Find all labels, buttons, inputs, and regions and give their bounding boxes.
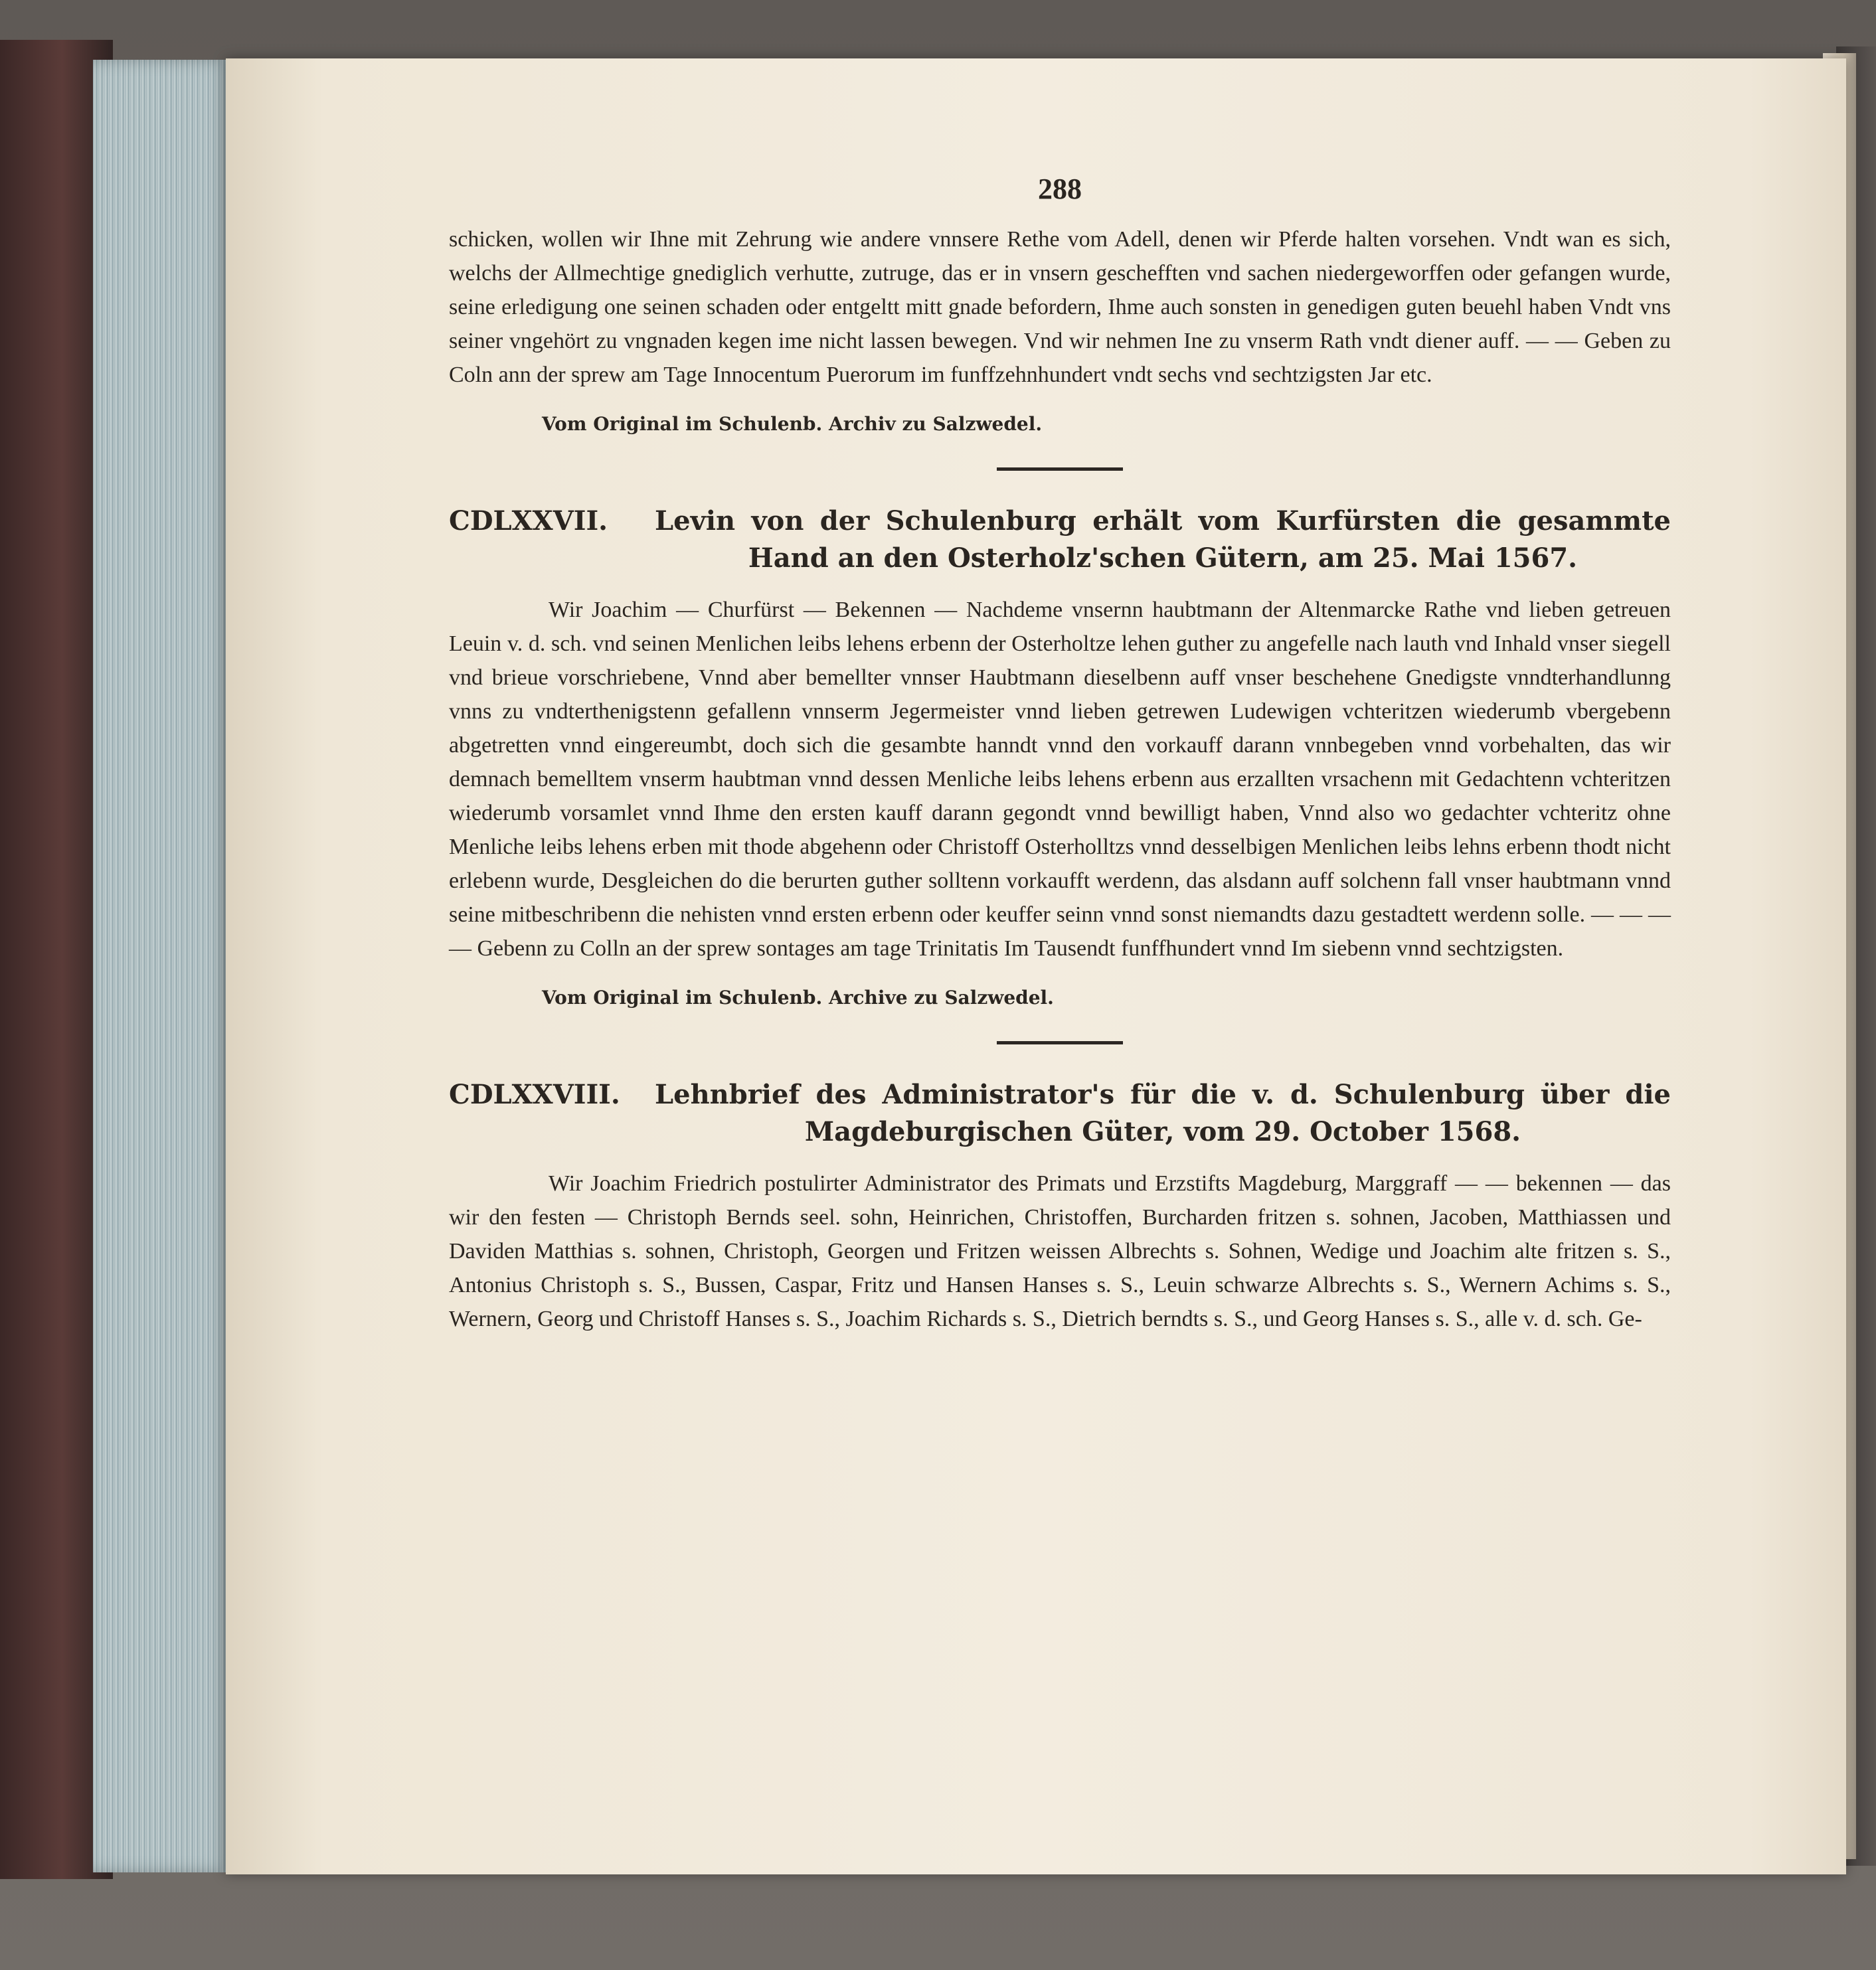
section-separator <box>997 1041 1123 1044</box>
section-heading <box>449 1076 1671 1151</box>
section-cdlxxviii <box>449 1076 1671 1336</box>
section-number: CDLXXVII. <box>449 505 608 536</box>
paragraph: Wir Joachim Friedrich postulirter Administrator des Primats und Erzstifts Magdeburg, Marggraff — — bekennen — das wir den festen — Christoph Bernds seel. sohn, Heinrichen, Christoffen, Burcharden fritzen s. sohnen, Jacoben, Matthiassen und Daviden Matthias s. sohnen, Christoph, Georgen und Fritzen weissen Albrechts s. Sohnen, Wedige und Joachim alte fritzen s. S., Antonius Christoph s. S., Bussen, Caspar, Fritz und Hansen Hanses s. S., Leuin schwarze Albrechts s. S., Wernern Achims s. S., Wernern, Georg und Christoff Hanses s. S., Joachim Richards s. S., Dietrich berndts s. S., und Georg Hanses s. S., alle v. d. sch. Ge- <box>449 1171 1671 1331</box>
section-number: CDLXXVIII. <box>449 1079 620 1110</box>
page-number: 288 <box>1038 173 1082 205</box>
page-content <box>449 169 1671 1336</box>
section-heading <box>449 503 1671 577</box>
section-title: Lehnbrief des Administrator's für die v. d. Schulenburg über die Magdeburgischen Güter, vom 29. October 1568. <box>655 1079 1671 1147</box>
source-note: Vom Original im Schulenb. Archiv zu Salzwedel. <box>542 413 1043 435</box>
section-continuation <box>449 222 1671 441</box>
paragraph: Wir Joachim — Churfürst — Bekennen — Nachdeme vnsernn haubtmann der Altenmarcke Rathe vnd lieben getreuen Leuin v. d. sch. vnd seinen Menlichen leibs lehens erbenn der Osterholtze lehen guther zu angefelle nach lauth vnd Inhald vnser siegell vnd brieue vorschriebene, Vnnd aber bemellter vnnser Haubtmann dieselbenn auff vnser beschehene Gnedigste vnndterhandlunng vnns zu vndterthenigstenn gefallenn vnnserm Jegermeister vnnd lieben getrewen Ludewigen vchteritzen wiederumb vbergebenn abgetretten vnnd eingereumbt, doch sich die gesambte hanndt vnnd den vorkauff darann vnnbegeben vnnd vorbehalten, das wir demnach bemelltem vnserm haubtman vnnd dessen Menliche leibs lehens erbenn aus erzallten vrsachenn mit Gedachtenn vchteritzen wiederumb vorsamlet vnnd Ihme den ersten kauff darann gegondt vnnd bewilligt haben, Vnnd also wo gedachter vchteritz ohne Menliche leibs lehens erben mit thode abgehenn oder Christoff Osterholltzs vnnd desselbigen Menlichen leibs lehns erbenn thodt nicht erlebenn wurde, Desgleichen do die berurten guther solltenn vorkaufft werdenn, das alsdann auff solchenn fall vnser haubtmann vnnd seine mitbeschribenn die nehisten vnnd ersten erbenn oder keuffer seinn vnnd sonst niemandts dazu gestadtett werdenn solle. — — — — Gebenn zu Colln an der sprew sontages am tage Trinitatis Im Tausendt funffhundert vnnd Im siebenn vnnd sechtzigsten. <box>449 598 1671 961</box>
section-title: Levin von der Schulenburg erhält vom Kurfürsten die gesammte Hand an den Osterholz'schen Gütern, am 25. Mai 1567. <box>655 505 1671 574</box>
source-note: Vom Original im Schulenb. Archive zu Salzwedel. <box>542 987 1054 1009</box>
section-cdlxxvii <box>449 503 1671 1015</box>
section-separator <box>997 467 1123 471</box>
page-edges <box>93 60 232 1872</box>
paragraph: schicken, wollen wir Ihne mit Zehrung wie andere vnnsere Rethe vom Adell, denen wir Pferde halten vorsehen. Vndt wan es sich, welchs der Allmechtige gnediglich verhutte, zutruge, das er in vnsern geschefften vnd sachen niedergeworffen oder gefangen wurde, seine erledigung one seinen schaden oder entgeltt mitt gnade befordern, Ihme auch sonsten in genedigen guten beuehl haben Vndt vns seiner vngehört zu vngnaden kegen ime nicht lassen bewegen. Vnd wir nehmen Ine zu vnserm Rath vndt diener auff. — — Geben zu Coln ann der sprew am Tage Innocentum Puerorum im funffzehnhundert vndt sechs vnd sechtzigsten Jar etc. <box>449 227 1671 387</box>
